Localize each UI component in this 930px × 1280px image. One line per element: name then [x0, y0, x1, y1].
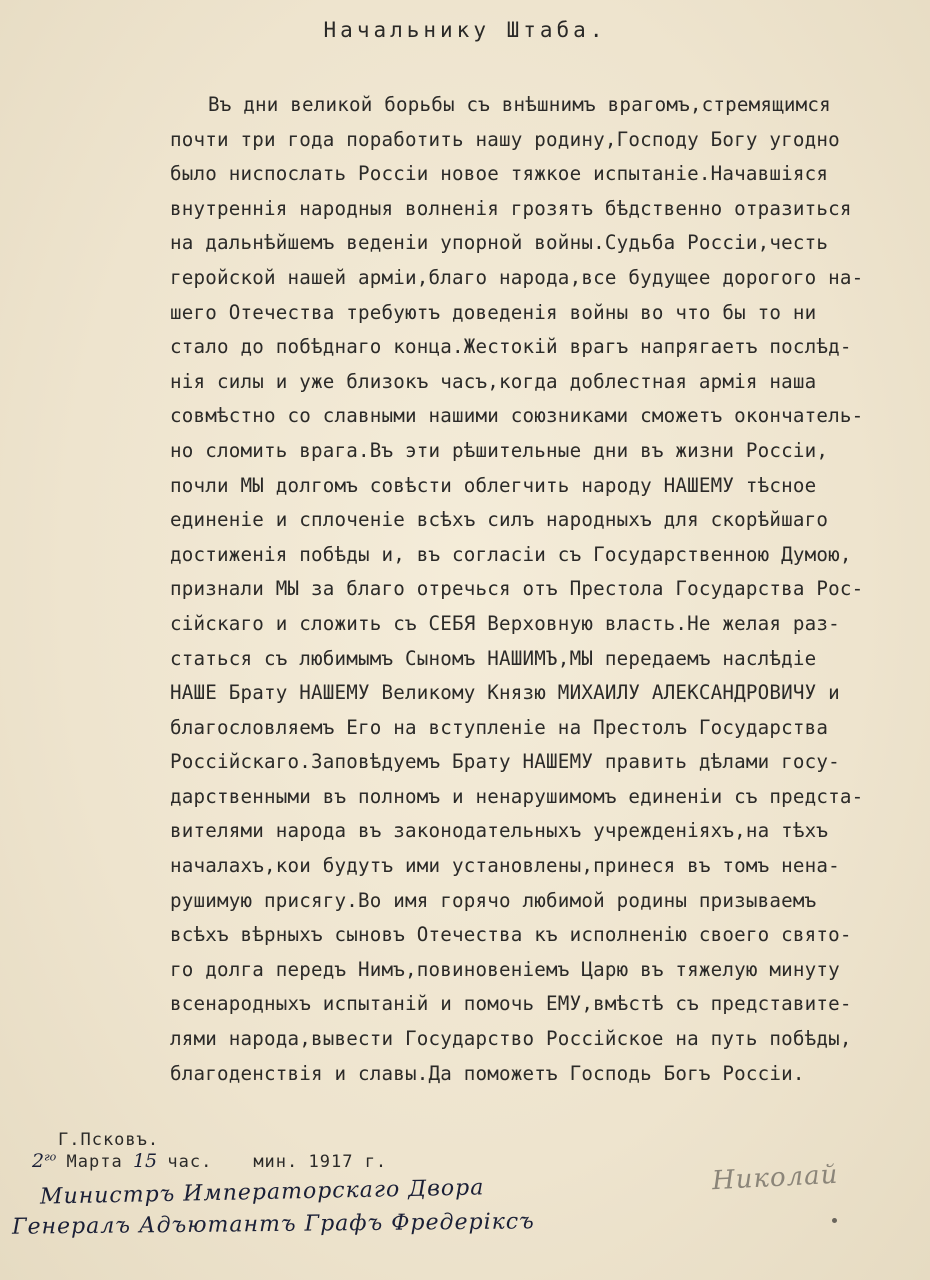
text-line: внутреннія народныя волненія грозятъ бѣдственно отразиться [170, 196, 852, 220]
date-day-suffix: го [44, 1150, 57, 1164]
manifesto-text [170, 88, 915, 1091]
date-month: Марта [66, 1152, 123, 1172]
text-line: рушимую присягу.Во имя горячо любимой родины призываемъ [170, 888, 817, 912]
text-line: Въ дни великой борьбы съ внѣшнимъ врагомъ,стремящимся [208, 93, 831, 116]
countersignature-name: Генералъ Адъютантъ Графъ Фредерiксъ [11, 1209, 535, 1240]
text-line: достиженія побѣды и, въ согласіи съ Государственною Думою, [170, 542, 852, 566]
text-line: лями народа,вывести Государство Россійское на путь побѣды, [170, 1027, 852, 1051]
text-line: Россійскаго.Заповѣдуемъ Брату НАШЕМУ править дѣлами госу- [170, 750, 840, 774]
countersignature-title: Министръ Императорскаго Двора [39, 1175, 485, 1210]
document-heading: Начальнику Штаба. [323, 18, 607, 42]
text-line: благословляемъ Его на вступленіе на Престолъ Государства [170, 715, 829, 739]
ink-dot [832, 1218, 837, 1223]
text-line: началахъ,кои будутъ ими установлены,принеся въ томъ нена- [170, 854, 840, 878]
text-line: всенародныхъ испытаній и помочь ЕМУ,вмѣстѣ съ представите- [170, 992, 852, 1016]
text-line: почли МЫ долгомъ совѣсти облегчить народу НАШЕМУ тѣсное [170, 473, 817, 497]
text-line: вителями народа въ законодательныхъ учрежденіяхъ,на тѣхъ [170, 819, 829, 843]
date-hour-handwritten: 15 [132, 1150, 158, 1172]
text-line: дарственными въ полномъ и ненарушимомъ единеніи съ предста- [170, 784, 864, 808]
date-day-handwritten: 2 [32, 1150, 45, 1172]
place-of-signing: Г.Псковъ. [58, 1130, 160, 1150]
text-line: статься съ любимымъ Сыномъ НАШИМЪ,МЫ передаемъ наслѣдіе [170, 646, 817, 670]
text-line: стало до побѣднаго конца.Жестокій врагъ напрягаетъ послѣд- [170, 335, 852, 359]
text-line: признали МЫ за благо отречься отъ Престола Государства Рос- [170, 577, 864, 601]
date-line [32, 1150, 387, 1172]
text-line: сійскаго и сложить съ СЕБЯ Верховную власть.Не желая раз- [170, 611, 840, 635]
text-line: единеніе и сплоченіе всѣхъ силъ народныхъ для скорѣйшаго [170, 508, 829, 532]
text-line: было ниспослать Россіи новое тяжкое испытаніе.Начавшіяся [170, 162, 829, 186]
text-line: го долга передъ Нимъ,повиновеніемъ Царю въ тяжелую минуту [170, 957, 840, 981]
date-minute-label: мин. [253, 1152, 299, 1172]
date-hour-label: час. [167, 1152, 213, 1172]
text-line: почти три года поработить нашу родину,Господу Богу угодно [170, 127, 840, 151]
text-line: НАШЕ Брату НАШЕМУ Великому Князю МИХАИЛУ АЛЕКСАНДРОВИЧУ и [170, 681, 840, 705]
text-line: совмѣстно со славными нашими союзниками сможетъ окончатель- [170, 404, 864, 428]
text-line: благоденствія и славы.Да поможетъ Господь Богъ Россіи. [170, 1061, 805, 1085]
text-line: на дальнѣйшемъ веденіи упорной войны.Судьба Россіи,честь [170, 231, 829, 255]
text-line: нія силы и уже близокъ часъ,когда доблестная армія наша [170, 369, 817, 393]
text-line: но сломить врага.Въ эти рѣшительные дни въ жизни Россіи, [170, 438, 829, 462]
imperial-signature: Николай [711, 1159, 840, 1197]
text-line: шего Отечества требуютъ доведенія войны во что бы то ни [170, 300, 817, 324]
text-line: геройской нашей арміи,благо народа,все будущее дорогого на- [170, 265, 864, 289]
text-line: всѣхъ вѣрныхъ сыновъ Отечества къ исполненію своего свято- [170, 923, 852, 947]
date-year: 1917 г. [308, 1152, 388, 1172]
